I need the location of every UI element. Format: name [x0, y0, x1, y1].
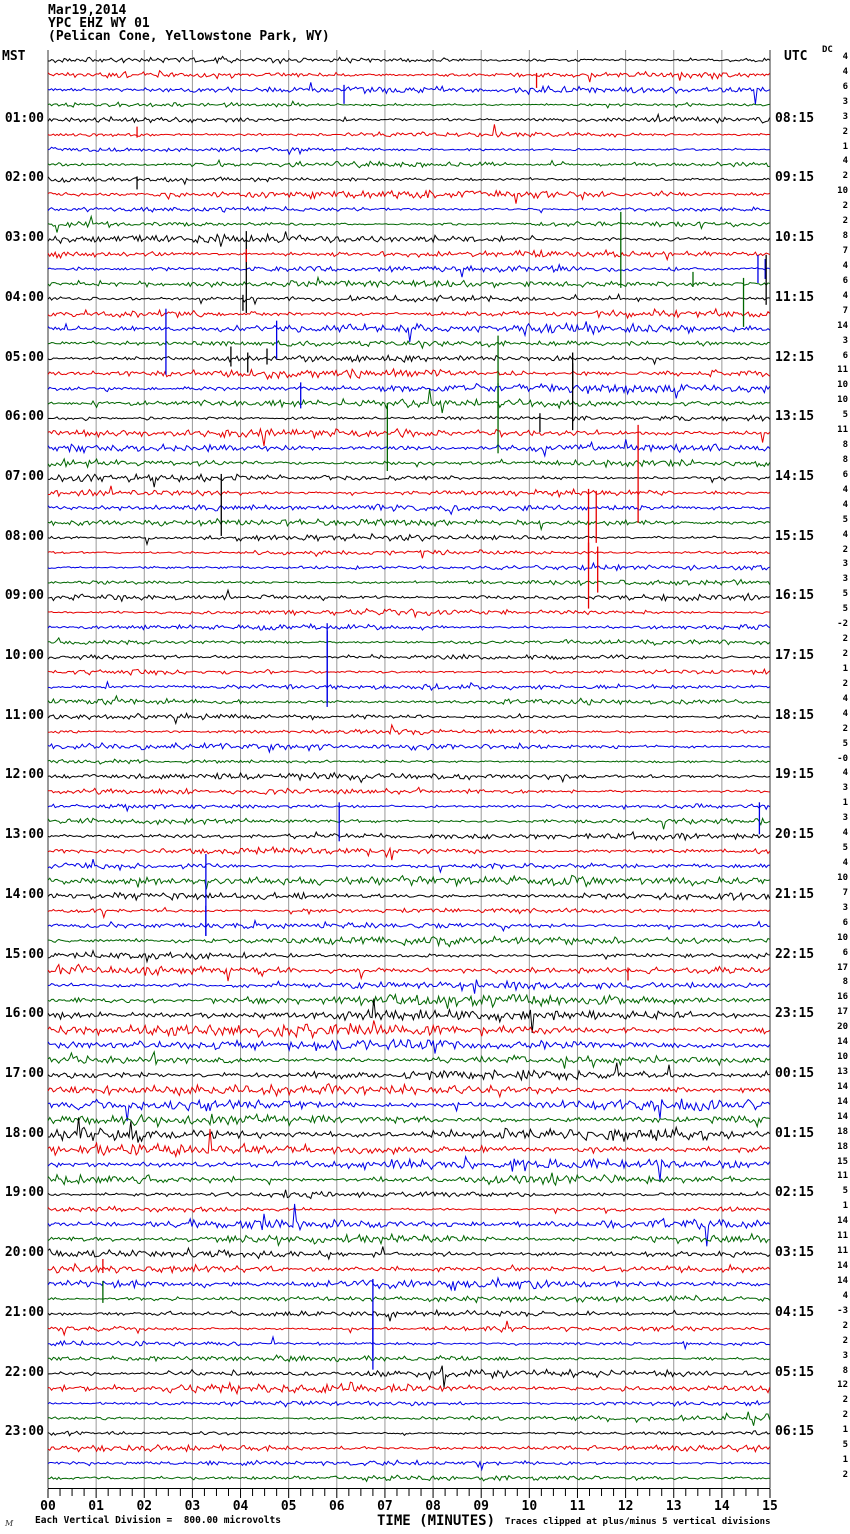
x-axis-label: 12	[617, 1499, 634, 1514]
utc-time-label: 00:15	[775, 1065, 815, 1081]
mst-time-label: 22:00	[4, 1364, 44, 1380]
dc-offset-value: 2	[842, 1395, 848, 1406]
x-axis-label: 08	[425, 1499, 441, 1514]
dc-offset-value: 4	[842, 828, 848, 839]
utc-time-label: 04:15	[775, 1304, 815, 1320]
dc-offset-value: 5	[842, 1186, 848, 1197]
dc-offset-value: 14	[837, 1081, 848, 1092]
dc-offset-value: 14	[837, 1111, 848, 1122]
utc-time-label: 09:15	[775, 170, 815, 186]
clip-note: Traces clipped at plus/minus 5 vertical divisions	[505, 1517, 771, 1527]
dc-offset-value: 3	[842, 783, 848, 794]
dc-offset-value: 5	[842, 738, 848, 749]
dc-offset-value: 8	[842, 1365, 848, 1376]
utc-time-label: 10:15	[775, 230, 815, 246]
dc-offset-value: 11	[837, 1171, 848, 1182]
dc-offset-value: 2	[842, 1470, 848, 1480]
x-axis-label: 10	[521, 1499, 538, 1514]
dc-offset-value: 2	[842, 1410, 848, 1421]
utc-time-label: 05:15	[775, 1364, 815, 1380]
dc-offset-value: 6	[842, 469, 848, 480]
dc-offset-value: 1	[842, 663, 848, 674]
dc-offset-value: 2	[842, 171, 848, 182]
dc-offset-value: 15	[837, 1156, 848, 1167]
dc-offset-value: 3	[842, 96, 848, 107]
dc-offset-value: 2	[842, 216, 848, 227]
utc-time-label: 15:15	[775, 528, 815, 544]
x-axis-label: 13	[665, 1499, 682, 1514]
dc-offset-value: 11	[837, 365, 848, 376]
dc-offset-value: 6	[842, 275, 848, 286]
dc-offset-value: 14	[837, 1261, 848, 1272]
dc-offset-value: -3	[837, 1305, 848, 1316]
dc-offset-value: 2	[842, 201, 848, 212]
dc-offset-value: 1	[842, 1201, 848, 1212]
utc-time-label: 23:15	[775, 1006, 815, 1022]
dc-offset-value: 2	[842, 649, 848, 660]
dc-offset-value: 14	[837, 1216, 848, 1227]
mst-time-label: 14:00	[4, 886, 44, 902]
dc-offset-value: 8	[842, 231, 848, 242]
mst-time-label: 11:00	[4, 707, 44, 723]
dc-offset-value: 5	[842, 843, 848, 854]
header-date: Mar19,2014	[48, 3, 127, 18]
dc-offset-value: 5	[842, 410, 848, 421]
dc-offset-value: 2	[842, 1320, 848, 1331]
x-axis-label: 14	[714, 1499, 730, 1514]
mst-time-label: 10:00	[4, 648, 44, 664]
dc-offset-value: 1	[842, 1455, 848, 1466]
dc-offset-value: 10	[837, 380, 848, 391]
mst-time-label: 18:00	[4, 1125, 44, 1141]
mst-time-label: 12:00	[4, 767, 44, 783]
x-axis-label: 09	[473, 1499, 490, 1514]
dc-offset-value: 11	[837, 425, 848, 436]
dc-offset-value: 18	[837, 1141, 848, 1152]
dc-offset-value: 14	[837, 1096, 848, 1107]
x-axis-label: 11	[569, 1499, 586, 1514]
utc-time-label: 03:15	[775, 1245, 815, 1261]
dc-offset-value: 11	[837, 1231, 848, 1242]
mst-time-label: 21:00	[4, 1304, 44, 1320]
utc-time-label: 20:15	[775, 827, 815, 843]
dc-offset-value: 5	[842, 514, 848, 525]
dc-corner-label: DC	[822, 45, 833, 55]
dc-offset-value: 8	[842, 977, 848, 988]
dc-offset-value: 5	[842, 604, 848, 615]
dc-offset-value: 4	[842, 66, 848, 77]
dc-offset-value: 3	[842, 335, 848, 346]
mst-time-label: 01:00	[4, 110, 44, 126]
header-station: YPC EHZ WY 01	[48, 16, 150, 31]
x-axis-label: 06	[328, 1499, 345, 1514]
dc-offset-value: 11	[837, 1246, 848, 1257]
utc-time-label: 18:15	[775, 707, 815, 723]
dc-offset-value: 2	[842, 723, 848, 734]
dc-offset-value: 13	[837, 1066, 848, 1077]
dc-offset-value: 7	[842, 305, 848, 316]
dc-offset-value: 4	[842, 708, 848, 719]
header-location: (Pelican Cone, Yellowstone Park, WY)	[48, 29, 330, 44]
dc-offset-value: 1	[842, 798, 848, 809]
dc-offset-value: 18	[837, 1126, 848, 1137]
utc-time-label: 11:15	[775, 289, 815, 305]
mst-time-label: 09:00	[4, 588, 44, 604]
dc-offset-value: 2	[842, 1335, 848, 1346]
mst-time-label: 07:00	[4, 468, 44, 484]
dc-offset-value: 3	[842, 111, 848, 122]
dc-offset-value: 2	[842, 634, 848, 645]
dc-offset-value: 5	[842, 589, 848, 600]
dc-offset-value: -2	[837, 619, 848, 630]
dc-offset-value: 2	[842, 544, 848, 555]
dc-offset-value: 10	[837, 395, 848, 406]
x-axis-label: 00	[40, 1499, 56, 1514]
x-axis-label: 03	[184, 1499, 201, 1514]
mst-time-label: 06:00	[4, 409, 44, 425]
mst-time-label: 17:00	[4, 1065, 44, 1081]
x-axis-label: 07	[377, 1499, 393, 1514]
dc-offset-value: 2	[842, 126, 848, 137]
dc-offset-value: 17	[837, 962, 848, 973]
dc-offset-value: 4	[842, 290, 848, 301]
dc-offset-value: 6	[842, 350, 848, 361]
dc-offset-value: 10	[837, 186, 848, 197]
utc-time-label: 08:15	[775, 110, 815, 126]
x-axis-title: TIME (MINUTES)	[376, 1513, 496, 1529]
utc-time-label: 22:15	[775, 946, 815, 962]
utc-time-label: 21:15	[775, 886, 815, 902]
logo-mark: M	[5, 1519, 14, 1528]
dc-offset-value: 6	[842, 81, 848, 92]
dc-offset-value: 8	[842, 455, 848, 465]
dc-offset-value: 14	[837, 1037, 848, 1048]
dc-offset-value: 4	[842, 693, 848, 704]
mst-time-label: 23:00	[4, 1424, 44, 1440]
dc-offset-value: 16	[837, 992, 848, 1003]
dc-offset-value: 12	[837, 1380, 848, 1391]
dc-offset-value: 4	[842, 499, 848, 510]
utc-time-label: 12:15	[775, 349, 815, 365]
dc-offset-value: 10	[837, 872, 848, 883]
dc-offset-value: 1	[842, 141, 848, 152]
utc-time-label: 02:15	[775, 1185, 815, 1201]
mst-time-label: 08:00	[4, 528, 44, 544]
dc-offset-value: 14	[837, 320, 848, 331]
mst-time-label: 16:00	[4, 1006, 44, 1022]
dc-offset-value: 10	[837, 932, 848, 943]
dc-offset-value: 3	[842, 902, 848, 913]
dc-offset-value: 4	[842, 1290, 848, 1301]
dc-offset-value: 4	[842, 529, 848, 540]
utc-time-label: 19:15	[775, 767, 815, 783]
dc-offset-value: 10	[837, 1052, 848, 1063]
dc-offset-value: 6	[842, 917, 848, 928]
mst-time-label: 20:00	[4, 1245, 44, 1261]
dc-offset-value: 6	[842, 947, 848, 958]
dc-offset-value: 7	[842, 246, 848, 257]
dc-offset-value: 2	[842, 678, 848, 689]
mst-time-label: 04:00	[4, 289, 44, 305]
dc-offset-value: 3	[842, 574, 848, 585]
dc-offset-value: 4	[842, 156, 848, 167]
mst-corner-label: MST	[2, 49, 26, 64]
mst-time-label: 02:00	[4, 170, 44, 186]
mst-time-label: 19:00	[4, 1185, 44, 1201]
utc-time-label: 14:15	[775, 468, 815, 484]
utc-time-label: 16:15	[775, 588, 815, 604]
dc-offset-value: 5	[842, 1440, 848, 1451]
utc-time-label: 01:15	[775, 1125, 815, 1141]
dc-offset-value: 4	[842, 858, 848, 869]
dc-offset-value: 1	[842, 1425, 848, 1436]
x-axis-label: 01	[88, 1499, 104, 1514]
utc-corner-label: UTC	[784, 49, 808, 64]
dc-offset-value: 4	[842, 52, 848, 62]
scale-note: Each Vertical Division = 800.00 microvolts	[35, 1515, 281, 1526]
dc-offset-value: 4	[842, 768, 848, 779]
x-axis-label: 05	[280, 1499, 297, 1514]
dc-offset-value: 17	[837, 1007, 848, 1018]
mst-time-label: 03:00	[4, 230, 44, 246]
dc-offset-value: 3	[842, 559, 848, 570]
dc-offset-value: 4	[842, 260, 848, 271]
x-axis-label: 15	[762, 1499, 778, 1514]
mst-time-label: 15:00	[4, 946, 44, 962]
dc-offset-value: 3	[842, 1350, 848, 1361]
x-axis-label: 04	[232, 1499, 249, 1514]
dc-offset-value: 7	[842, 887, 848, 898]
x-axis-label: 02	[136, 1499, 153, 1514]
dc-offset-value: 20	[837, 1022, 848, 1033]
dc-offset-value: 4	[842, 484, 848, 495]
mst-time-label: 05:00	[4, 349, 44, 365]
dc-offset-value: -0	[837, 753, 848, 764]
dc-offset-value: 8	[842, 440, 848, 451]
utc-time-label: 13:15	[775, 409, 815, 425]
dc-offset-value: 14	[837, 1275, 848, 1286]
utc-time-label: 17:15	[775, 648, 815, 664]
utc-time-label: 06:15	[775, 1424, 815, 1440]
dc-offset-value: 3	[842, 813, 848, 824]
mst-time-label: 13:00	[4, 827, 44, 843]
